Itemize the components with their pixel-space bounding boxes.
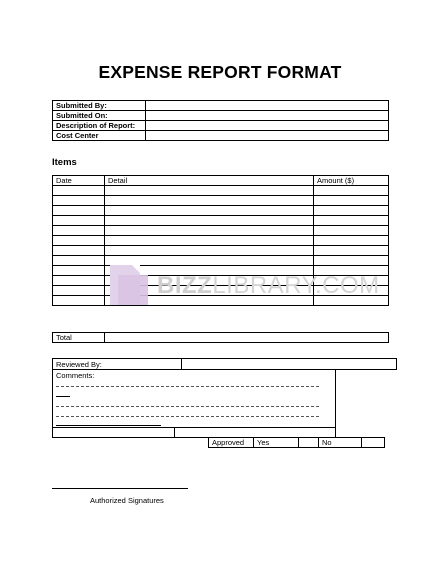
items-header-row — [53, 176, 389, 186]
comment-line — [56, 386, 319, 387]
item-row — [53, 226, 389, 236]
approval-divider — [253, 437, 254, 448]
item-row — [53, 186, 389, 196]
header-amount: Amount ($) — [314, 176, 389, 186]
item-amount-cell[interactable] — [314, 226, 389, 236]
item-detail-cell[interactable] — [105, 226, 314, 236]
item-row — [53, 206, 389, 216]
item-detail-cell[interactable] — [105, 216, 314, 226]
info-value-field[interactable] — [146, 111, 389, 121]
comment-line-partial — [56, 425, 161, 426]
comment-line-short — [56, 396, 70, 397]
info-row — [53, 121, 389, 131]
watermark-text: BIZZLIBRARY.COM — [157, 272, 380, 299]
info-label: Submitted By: — [53, 101, 146, 111]
yes-checkbox[interactable] — [299, 438, 317, 447]
info-label: Cost Center — [53, 131, 146, 141]
item-date-cell[interactable] — [53, 256, 105, 266]
item-row — [53, 246, 389, 256]
comment-box-divider — [52, 427, 336, 428]
item-date-cell[interactable] — [53, 226, 105, 236]
item-detail-cell[interactable] — [105, 236, 314, 246]
total-label: Total — [53, 333, 105, 343]
item-detail-cell[interactable] — [105, 246, 314, 256]
info-row — [53, 101, 389, 111]
item-date-cell[interactable] — [53, 246, 105, 256]
no-option[interactable]: No — [322, 438, 332, 447]
signature-line[interactable] — [52, 488, 188, 489]
approved-label: Approved — [212, 438, 245, 447]
info-value-field[interactable] — [146, 121, 389, 131]
item-date-cell[interactable] — [53, 276, 105, 286]
page-title: EXPENSE REPORT FORMAT — [98, 62, 342, 82]
item-date-cell[interactable] — [53, 196, 105, 206]
info-value-field[interactable] — [146, 101, 389, 111]
item-row — [53, 196, 389, 206]
signature-label: Authorized Signatures — [90, 496, 164, 505]
item-row — [53, 216, 389, 226]
total-value-field[interactable] — [105, 333, 389, 343]
no-checkbox[interactable] — [362, 438, 384, 447]
comment-line — [56, 416, 319, 417]
item-amount-cell[interactable] — [314, 206, 389, 216]
items-heading: Items — [52, 157, 77, 168]
header-detail: Detail — [105, 176, 314, 186]
comment-line — [56, 406, 319, 407]
item-date-cell[interactable] — [53, 266, 105, 276]
info-row — [53, 131, 389, 141]
yes-option[interactable]: Yes — [257, 438, 270, 447]
item-amount-cell[interactable] — [314, 216, 389, 226]
item-detail-cell[interactable] — [105, 196, 314, 206]
comment-box-divider-v — [174, 427, 175, 438]
total-table — [52, 332, 389, 343]
item-date-cell[interactable] — [53, 216, 105, 226]
item-detail-cell[interactable] — [105, 206, 314, 216]
item-amount-cell[interactable] — [314, 246, 389, 256]
item-amount-cell[interactable] — [314, 186, 389, 196]
item-date-cell[interactable] — [53, 286, 105, 296]
info-label: Description of Report: — [53, 121, 146, 131]
item-date-cell[interactable] — [53, 236, 105, 246]
item-date-cell[interactable] — [53, 206, 105, 216]
comments-label: Comments: — [56, 371, 95, 380]
item-row — [53, 236, 389, 246]
item-date-cell[interactable] — [53, 186, 105, 196]
item-amount-cell[interactable] — [314, 236, 389, 246]
info-row — [53, 111, 389, 121]
header-date: Date — [53, 176, 105, 186]
item-amount-cell[interactable] — [314, 196, 389, 206]
item-detail-cell[interactable] — [105, 186, 314, 196]
approval-divider — [318, 437, 319, 448]
total-row — [53, 333, 389, 343]
info-label: Submitted On: — [53, 111, 146, 121]
submission-info-table — [52, 100, 389, 141]
info-value-field[interactable] — [146, 131, 389, 141]
item-date-cell[interactable] — [53, 296, 105, 306]
reviewed-by-label: Reviewed By: — [56, 360, 102, 369]
